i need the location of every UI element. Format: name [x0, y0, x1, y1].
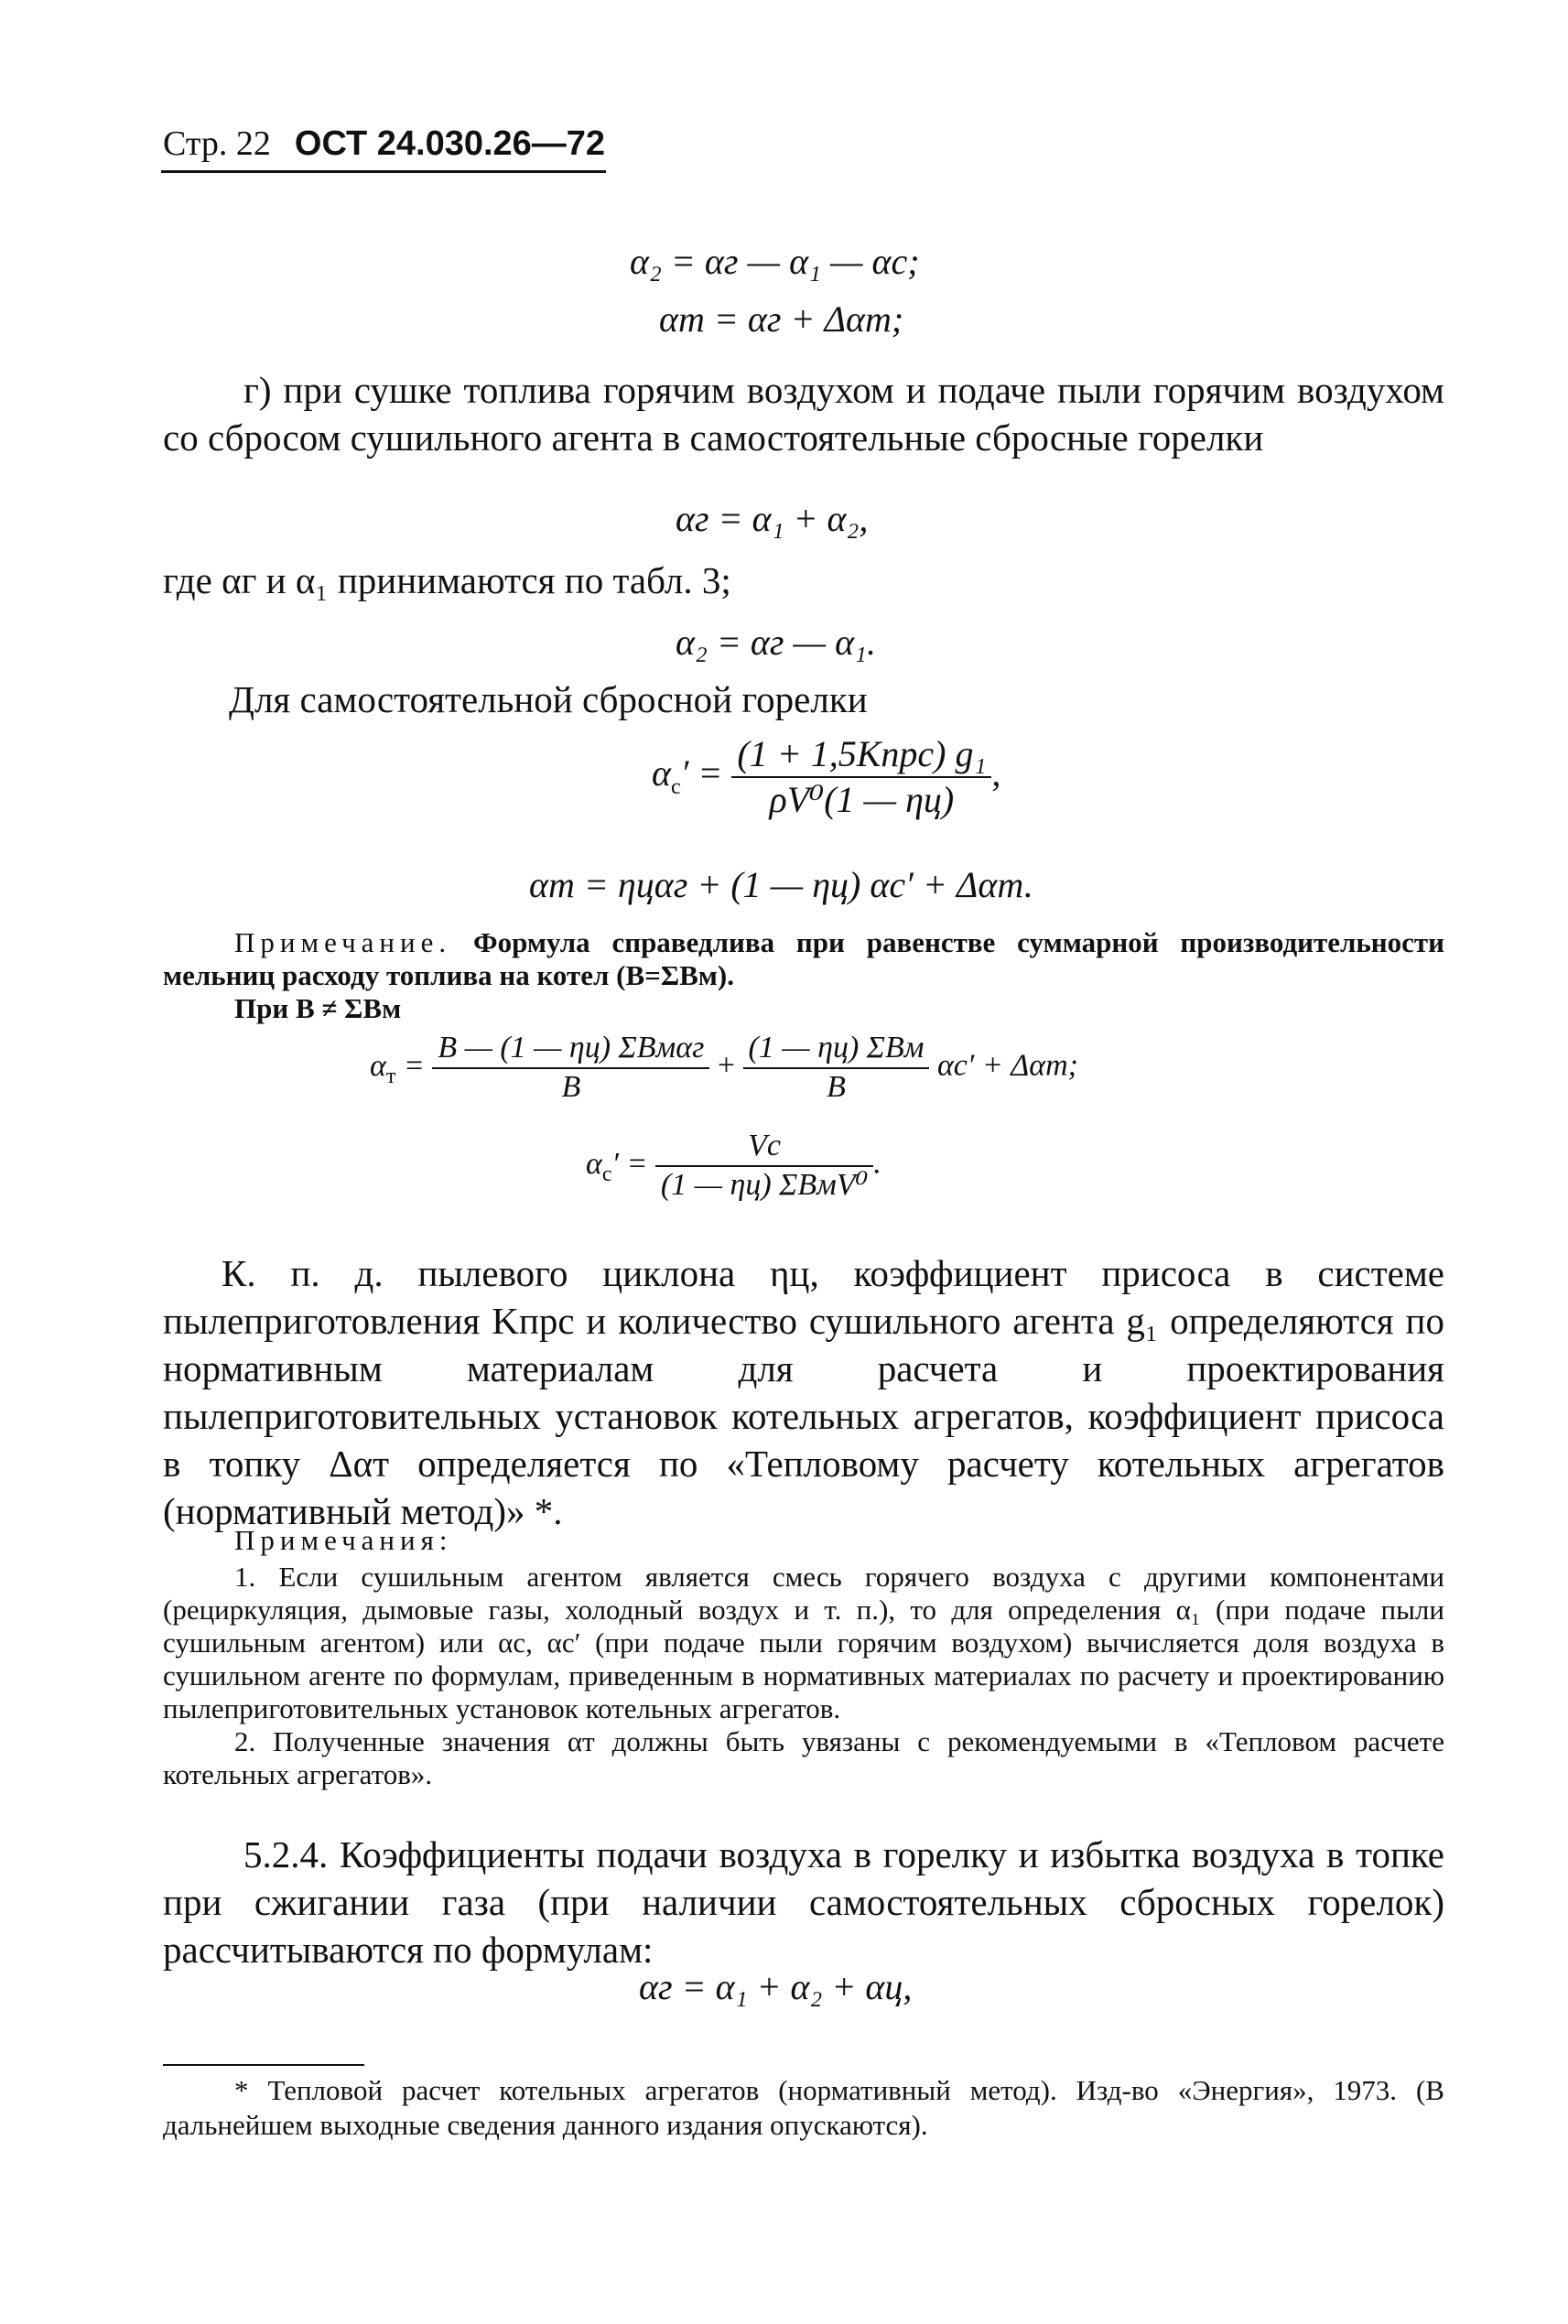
- fraction-denominator: ρV⁰(1 — ηц): [731, 776, 991, 822]
- formula-alpha2-b: α₂ = αг — α₁.: [676, 622, 876, 663]
- paragraph-kpd: К. п. д. пылевого циклона ηц, коэффициент присоса в системе пылеприготовления Kпрс и количество сушильного агента g₁ определяются по нормативным материалам для расчета и проектирования пылеприготовительных установок котельных агрегатов, коэффициент присоса в топку Δαт определяется по «Тепловому расчету котельных агрегатов (нормативный метод)» *.: [163, 1252, 1444, 1532]
- fraction-2-denominator: B: [743, 1067, 930, 1107]
- formula-alpha-c-2: $\alpha_с'$ = $\frac{Vс}{\text{(1 — ηц) ΣBмV⁰}}$ .: [586, 1128, 881, 1205]
- fraction-2: [743, 1030, 930, 1107]
- fraction-alpha-c-2: [655, 1128, 873, 1205]
- paragraph-5-2-4: 5.2.4. Коэффициенты подачи воздуха в горелку и избытка воздуха в топке при сжигании газа (при наличии самостоятельных сбросных горелок) рассчитываются по формулам:: [163, 1833, 1444, 1971]
- formula-alpha2: α₂ = αг — α₁ — αс;: [630, 241, 920, 282]
- notes-label: Примечания:: [234, 1524, 453, 1556]
- fraction-1-denominator: B: [432, 1067, 709, 1107]
- fraction-alpha-c-2-denominator: (1 — ηц) ΣBмV⁰: [655, 1165, 873, 1205]
- formula-alpha-g: αг = α₁ + α₂,: [676, 498, 869, 539]
- page-header: [163, 126, 605, 161]
- formula-alpha-t-2: αт = ηцαг + (1 — ηц) αс′ + Δαт.: [529, 864, 1033, 905]
- note-label: Примечание.: [234, 926, 452, 958]
- formula-gas: αг = α₁ + α₂ + αц,: [639, 1966, 913, 2007]
- fraction-1: [432, 1030, 709, 1107]
- note-text: Формула справедлива при равенстве суммарной производительности мельниц расходу топлива на котел (B=ΣBм).: [163, 926, 1444, 991]
- standard-number: ОСТ 24.030.26—72: [294, 124, 606, 163]
- note-item-1: 1. Если сушильным агентом является смесь горячего воздуха с другими компонентами (рециркуляция, дымовые газы, холодный воздух и т. п.), то для определения α₁ (при подаче пыли сушильным агентом) или αс, αс′ (при подаче пыли горячим воздухом) вычисляется доля воздуха в сушильном агенте по формулам, приведенным в нормативных материалах по расчету и проектированию пылеприготовительных установок котельных агрегатов.: [163, 1561, 1444, 1724]
- note-item-2: 2. Полученные значения αт должны быть увязаны с рекомендуемыми в «Тепловом расчете котельных агрегатов».: [163, 1725, 1444, 1790]
- formula-alpha-c: $\alpha_с'$ = $\frac{\text{(1 + 1,5Kпрс) g₁}}{\text{ρV⁰(1 — ηц)}}$ ,: [652, 733, 1001, 820]
- footnote: * Тепловой расчет котельных агрегатов (нормативный метод). Изд-во «Энергия», 1973. (В дальнейшем выходные сведения данного издания опускаются).: [163, 2074, 1444, 2141]
- header-rule: [161, 170, 606, 173]
- page-number: Стр. 22: [163, 124, 271, 163]
- fraction-alpha-c-2-numerator: Vс: [748, 1129, 781, 1162]
- paragraph-separate-burner: Для самостоятельной сбросной горелки: [229, 678, 868, 720]
- fraction-alpha-c: [731, 732, 991, 822]
- formula-alpha-t-3: $\alpha_т$ = $\frac{\text{B — (1 — ηц) ΣBмαг}}{B}$ + $\frac{\text{(1 — ηц) ΣBм}}{B}$ αс′ + Δαт;: [370, 1030, 1078, 1107]
- fraction-1-numerator: B — (1 — ηц) ΣBмαг: [438, 1031, 705, 1065]
- notes-block: [163, 1524, 1444, 1791]
- paragraph-case-g: г) при сушке топлива горячим воздухом и подаче пыли горячим воздухом со сбросом сушильного агента в самостоятельные сбросные горелки: [163, 369, 1444, 459]
- note-formula-validity: [163, 926, 1444, 1025]
- fraction-2-numerator: (1 — ηц) ΣBм: [748, 1031, 925, 1065]
- formula-alpha-t: αт = αг + Δαт;: [659, 298, 904, 340]
- footnote-rule: [163, 2064, 364, 2066]
- formula-tail: αс′ + Δαт;: [936, 1048, 1078, 1083]
- note-case: При B ≠ ΣBм: [234, 992, 402, 1024]
- fraction-numerator: (1 + 1,5Kпрс) g₁: [737, 733, 987, 774]
- paragraph-where: где αг и α₁ принимаются по табл. 3;: [163, 559, 731, 601]
